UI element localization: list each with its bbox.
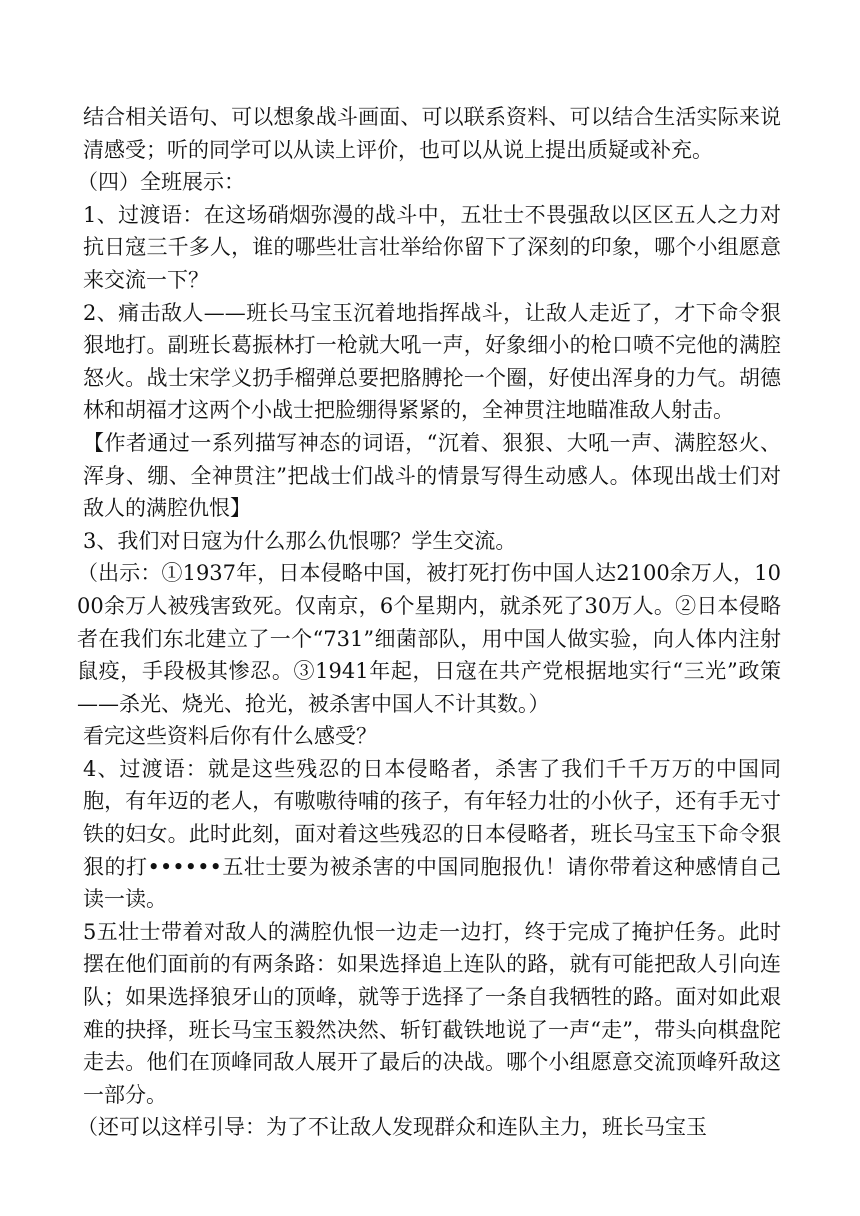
paragraph-intro-continuation: 结合相关语句、可以想象战斗画面、可以联系资料、可以结合生活实际来说清感受；听的同学可以从读上评价，也可以从说上提出质疑或补充。 bbox=[83, 105, 781, 162]
paragraph-five-heroes: 5五壮士带着对敌人的满腔仇恨一边走一边打，终于完成了掩护任务。此时摆在他们面前的有两条路：如果选择追上连队的路，就有可能把敌人引向连队；如果选择狼牙山的顶峰，就等于选择了一条自我牺牲的路。面对如此艰难的抉择，班长马宝玉毅然决然、斩钉截铁地说了一声“走”，带头向棋盘陀走去。他们在顶峰同敌人展开了最后的决战。哪个小组愿意交流顶峰歼敌这一部分。 bbox=[83, 919, 781, 1107]
document-body bbox=[77, 101, 781, 1144]
paragraph-feelings-prompt: 看完这些资料后你有什么感受？ bbox=[83, 724, 377, 749]
paragraph-author-note: 【作者通过一系列描写神态的词语，“沉着、狠狠、大吼一声、满腔怒火、浑身、绷、全神贯注”把战士们战斗的情景写得生动感人。体现出战士们对敌人的满腔仇恨】 bbox=[83, 430, 781, 521]
paragraph-strike-enemy: 2、痛击敌人——班长马宝玉沉着地指挥战斗，让敌人走近了，才下命令狠狠地打。副班长葛振林打一枪就大吼一声，好象细小的枪口喷不完他的满腔怒火。战士宋学义扔手榴弹总要把胳膊抡一个圈，好使出浑身的力气。胡德林和胡福才这两个小战士把脸绷得紧紧的，全神贯注地瞄准敌人射击。 bbox=[83, 300, 781, 423]
section-heading-class-display: （四）全班展示： bbox=[77, 170, 245, 195]
paragraph-transition-4: 4、过渡语：就是这些残忍的日本侵略者，杀害了我们千千万万的中国同胞，有年迈的老人，有嗷嗷待哺的孩子，有年轻力壮的小伙子，还有手无寸铁的妇女。此时此刻，面对着这些残忍的日本侵略者，班长马宝玉下命令狠狠的打••••••五壮士要为被杀害的中国同胞报仇！请你带着这种感情自己读一读。 bbox=[83, 756, 781, 912]
paragraph-question-3: 3、我们对日寇为什么那么仇恨哪？学生交流。 bbox=[83, 528, 517, 553]
paragraph-historical-materials: （出示：①1937年，日本侵略中国，被打死打伤中国人达2100余万人，1000余万人被残害致死。仅南京，6个星期内，就杀死了30万人。②日本侵略者在我们东北建立了一个“731”细菌部队，用中国人做实验，向人体内注射鼠疫，手段极其惨忍。③1941年起，日寇在共产党根据地实行“三光”政策——杀光、烧光、抢光，被杀害中国人不计其数。） bbox=[77, 561, 781, 716]
paragraph-guidance: （还可以这样引导：为了不让敌人发现群众和连队主力，班长马宝玉 bbox=[77, 1115, 707, 1140]
paragraph-transition-1: 1、过渡语：在这场硝烟弥漫的战斗中，五壮士不畏强敌以区区五人之力对抗日寇三千多人，谁的哪些壮言壮举给你留下了深刻的印象，哪个小组愿意来交流一下？ bbox=[83, 202, 781, 292]
